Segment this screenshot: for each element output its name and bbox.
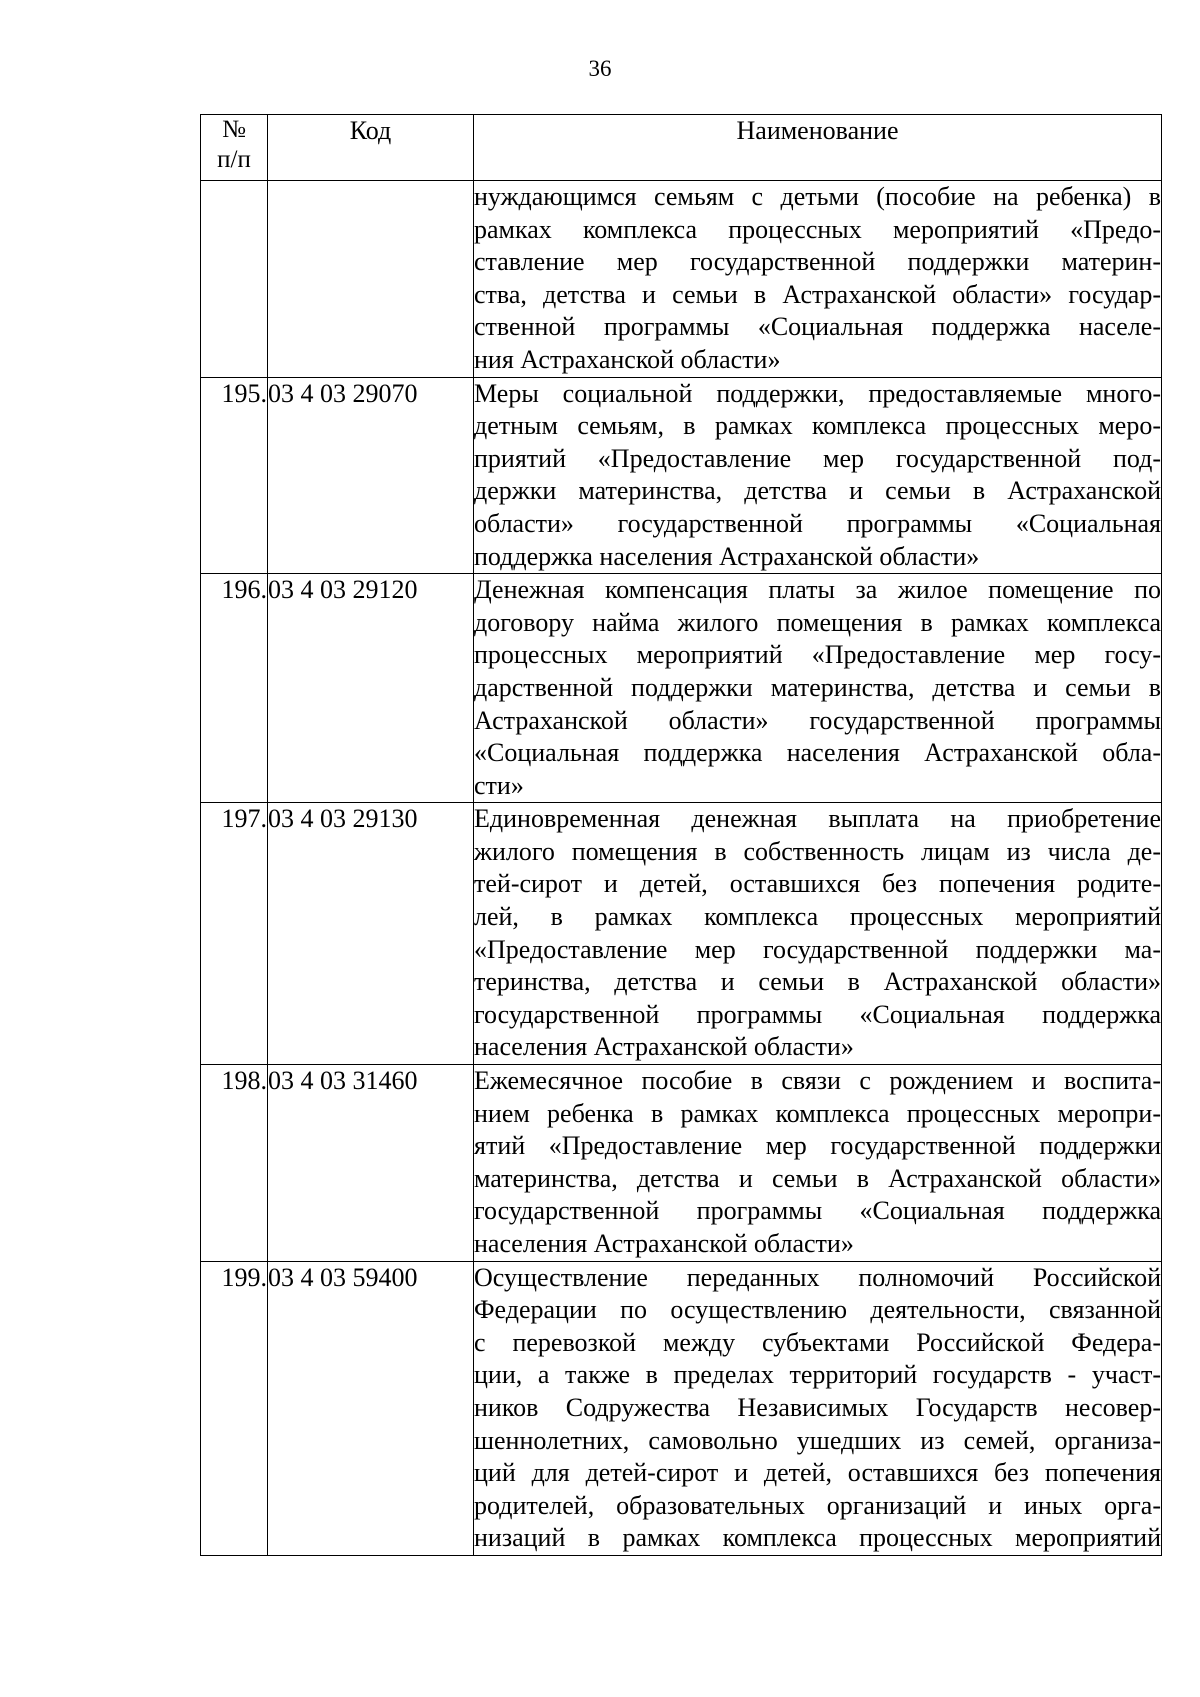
row-name-line: ции, а также в пределах территорий государств - участ- (474, 1360, 1161, 1390)
row-name-line: дарственной поддержки материнства, детства и семьи в (474, 672, 1161, 702)
row-name-line: приятий «Предоставление мер государственной под- (474, 443, 1161, 473)
row-name-line: нуждающимся семьям с детьми (пособие на ребенка) в (474, 182, 1161, 211)
row-name-line: лей, в рамках комплекса процессных мероприятий (474, 902, 1161, 932)
row-name-line: населения Астраханской области» (474, 1032, 854, 1062)
row-code: 03 4 03 31460 (268, 1065, 474, 1262)
table-row (201, 1065, 1162, 1262)
row-name-line: шеннолетних, самовольно ушедших из семей, организа- (474, 1425, 1161, 1455)
row-name (474, 181, 1162, 378)
row-name-line: «Предоставление мер государственной поддержки ма- (474, 934, 1161, 964)
row-name-line: населения Астраханской области» (474, 1229, 854, 1258)
row-name-line: ния Астраханской области» (474, 344, 781, 374)
header-number (201, 115, 268, 181)
table-row (201, 803, 1162, 1065)
table-row (201, 377, 1162, 574)
row-name-line: нием ребенка в рамках комплекса процессных меропри- (474, 1098, 1161, 1128)
row-number: 197. (201, 803, 268, 1065)
row-name-line: с перевозкой между субъектами Российской Федера- (474, 1327, 1161, 1357)
header-code: Код (268, 115, 474, 181)
row-name-line: процессных мероприятий «Предоставление мер госу- (474, 640, 1161, 670)
row-name-line: Меры социальной поддержки, предоставляемые много- (474, 378, 1161, 408)
row-name-line: области» государственной программы «Социальная (474, 508, 1161, 538)
row-name-line: ятий «Предоставление мер государственной поддержки (474, 1131, 1161, 1161)
row-name-line: поддержка населения Астраханской области» (474, 541, 980, 571)
row-name-line: детным семьям, в рамках комплекса процессных меро- (474, 411, 1161, 441)
row-name-line: сти» (474, 770, 524, 800)
row-code: 03 4 03 29070 (268, 377, 474, 574)
row-name-line: «Социальная поддержка населения Астраханской обла- (474, 738, 1161, 768)
row-name-line: Ежемесячное пособие в связи с рождением и воспита- (474, 1066, 1161, 1096)
row-name (474, 1261, 1162, 1555)
header-number-sign: № (222, 116, 246, 143)
row-number: 199. (201, 1261, 268, 1555)
row-name-line: государственной программы «Социальная поддержка (474, 999, 1161, 1029)
page-number: 36 (588, 56, 612, 81)
table-row (201, 1261, 1162, 1555)
row-name-line: ников Содружества Независимых Государств несовер- (474, 1392, 1161, 1422)
row-name-line: Денежная компенсация платы за жилое помещение по (474, 575, 1161, 605)
row-code: 03 4 03 29130 (268, 803, 474, 1065)
row-name-line: жилого помещения в собственность лицам из числа де- (474, 836, 1161, 866)
row-name-line: Единовременная денежная выплата на приобретение (474, 804, 1161, 834)
header-name: Наименование (474, 115, 1162, 181)
table-body (201, 181, 1162, 1556)
row-name (474, 803, 1162, 1065)
row-name-line: тей-сирот и детей, оставшихся без попечения родите- (474, 869, 1161, 899)
row-name-line: ственной программы «Социальная поддержка населе- (474, 312, 1161, 342)
row-name-line: государственной программы «Социальная поддержка (474, 1196, 1161, 1226)
row-name-line: теринства, детства и семьи в Астраханской области» (474, 967, 1161, 997)
header-number-abbr: п/п (217, 146, 251, 173)
row-code: 03 4 03 29120 (268, 574, 474, 803)
row-name-line: низаций в рамках комплекса процессных мероприятий (474, 1523, 1161, 1553)
row-name-line: родителей, образовательных организаций и иных орга- (474, 1490, 1161, 1520)
row-name-line: материнства, детства и семьи в Астраханской области» (474, 1163, 1161, 1193)
row-number: 196. (201, 574, 268, 803)
row-name-line: договору найма жилого помещения в рамках комплекса (474, 607, 1161, 637)
row-name (474, 1065, 1162, 1262)
row-name-line: Осуществление переданных полномочий Российской (474, 1262, 1161, 1292)
row-code: 03 4 03 59400 (268, 1261, 474, 1555)
budget-classification-table (200, 114, 1162, 1556)
row-number (201, 181, 268, 378)
row-name-line: ства, детства и семьи в Астраханской области» государ- (474, 279, 1161, 309)
row-name-line: держки материнства, детства и семьи в Астраханской (474, 476, 1161, 506)
row-name-line: ставление мер государственной поддержки материн- (474, 247, 1161, 277)
row-name-line: Астраханской области» государственной программы (474, 705, 1161, 735)
table-header-row (201, 115, 1162, 181)
row-name-line: Федерации по осуществлению деятельности, связанной (474, 1295, 1161, 1325)
row-number: 195. (201, 377, 268, 574)
table-row (201, 574, 1162, 803)
row-name (474, 574, 1162, 803)
row-name (474, 377, 1162, 574)
row-name-line: рамках комплекса процессных мероприятий «Предо- (474, 214, 1161, 244)
table-row (201, 181, 1162, 378)
row-code (268, 181, 474, 378)
row-name-line: ций для детей-сирот и детей, оставшихся без попечения (474, 1458, 1161, 1488)
row-number: 198. (201, 1065, 268, 1262)
